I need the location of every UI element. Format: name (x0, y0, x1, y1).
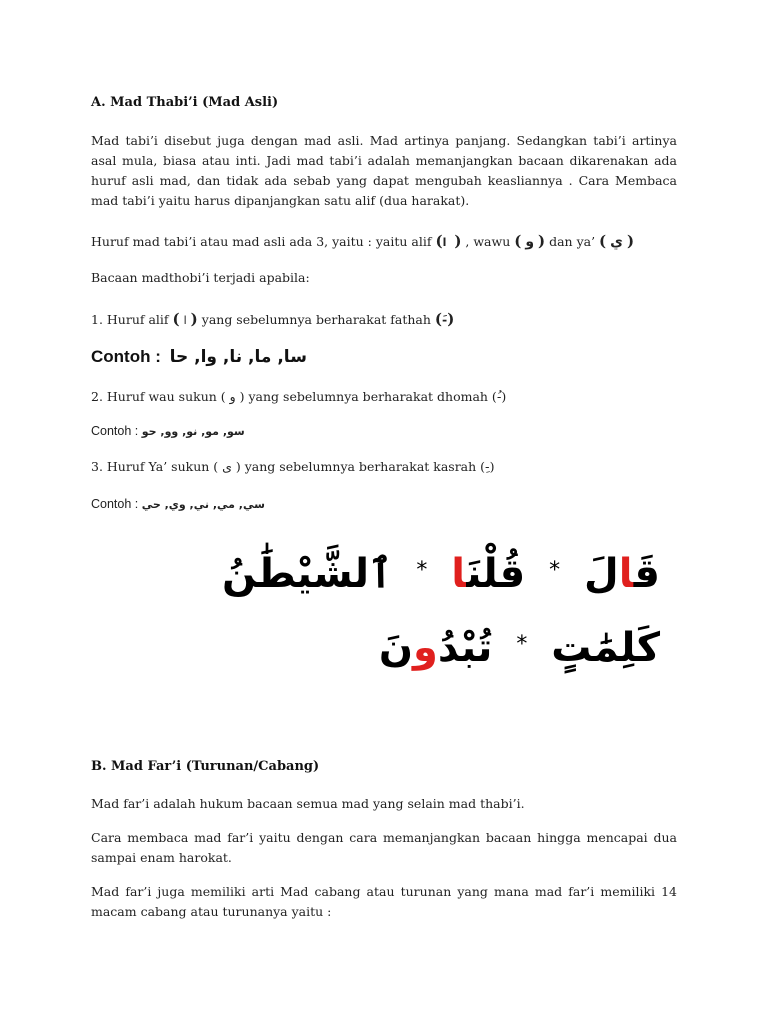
kasrah-mark: -ِ (485, 459, 490, 474)
alif-letter: ا (183, 314, 187, 327)
word-kalimaat: كَلِمَتٍ (551, 625, 660, 671)
quran-example-line-1 (222, 545, 660, 600)
word-tubduuna: تُبْدُونَ (378, 625, 493, 671)
contoh-1-arabic: سا, ما, نا, وا, حا (169, 347, 307, 367)
rule-3: 3. Huruf Ya’ sukun ( ى ) yang sebelumnya berharakat kasrah (-ِ) (91, 459, 495, 474)
quran-example-line-2 (379, 619, 660, 674)
wawu-letter: و (525, 234, 535, 250)
fathah-mark: -َ (442, 312, 448, 327)
contoh-3-arabic: سي, مي, ني, وي, حي (141, 498, 265, 511)
ya-letter: ى (222, 459, 232, 474)
contoh-1: Contoh : سا, ما, نا, وا, حا (91, 347, 307, 367)
contoh-2-arabic: سو, مو, نو, وو, حو (141, 425, 245, 438)
asterisk-separator: * (516, 632, 528, 657)
section-b-paragraph-1: Mad far’i adalah hukum bacaan semua mad yang selain mad thabi’i. (91, 796, 525, 811)
alif-letter: ا (442, 236, 447, 249)
dhomah-mark: -ُ (496, 389, 502, 404)
wau-letter: و (229, 389, 236, 404)
asterisk-separator: * (416, 558, 428, 583)
contoh-2: Contoh : سو, مو, نو, وو, حو (91, 424, 245, 438)
section-a-heading: A. Mad Thabi’i (Mad Asli) (91, 95, 279, 110)
asterisk-separator: * (549, 558, 561, 583)
section-b-heading: B. Mad Far’i (Turunan/Cabang) (91, 759, 320, 774)
word-qaala: قَالَ (584, 551, 660, 597)
ya-letter: ي (610, 234, 623, 250)
contoh-3: Contoh : سي, مي, ني, وي, حي (91, 497, 265, 511)
section-a-paragraph: Mad tabi’i disebut juga dengan mad asli. Mad artinya panjang. Sedangkan tabi’i artinya asal mula, biasa atau inti. Jadi mad tabi’i adalah memanjangkan bacaan dikarenakan ada huruf asli mad, dan tidak ada sebab yang dapat mengubah keasliannya . Cara Membaca mad tabi’i yaitu harus dipanjangkan satu alif (dua harakat). (91, 133, 677, 208)
word-asysyaithaan: ٱلشَّيْطَنُ (221, 551, 393, 597)
rule-1: 1. Huruf alif ( ا ) yang sebelumnya berharakat fathah (-َ) (91, 310, 455, 328)
section-b-paragraph-3: Mad far’i juga memiliki arti Mad cabang atau turunan yang mana mad far’i memiliki 14 macam cabang atau turunanya yaitu : (91, 884, 677, 919)
section-b-paragraph-2: Cara membaca mad far’i yaitu dengan cara memanjangkan bacaan hingga mencapai dua sampai enam harokat. (91, 830, 677, 865)
word-qulnaa: قُلْنَا (451, 551, 526, 597)
huruf-mad-line: Huruf mad tabi’i atau mad asli ada 3, yaitu : yaitu alif (ا ) , wawu ( و ) dan ya’ ( ي ) (91, 232, 635, 250)
rule-2: 2. Huruf wau sukun ( و ) yang sebelumnya berharakat dhomah (-ُ) (91, 389, 507, 404)
bacaan-intro: Bacaan madthobi’i terjadi apabila: (91, 270, 310, 285)
